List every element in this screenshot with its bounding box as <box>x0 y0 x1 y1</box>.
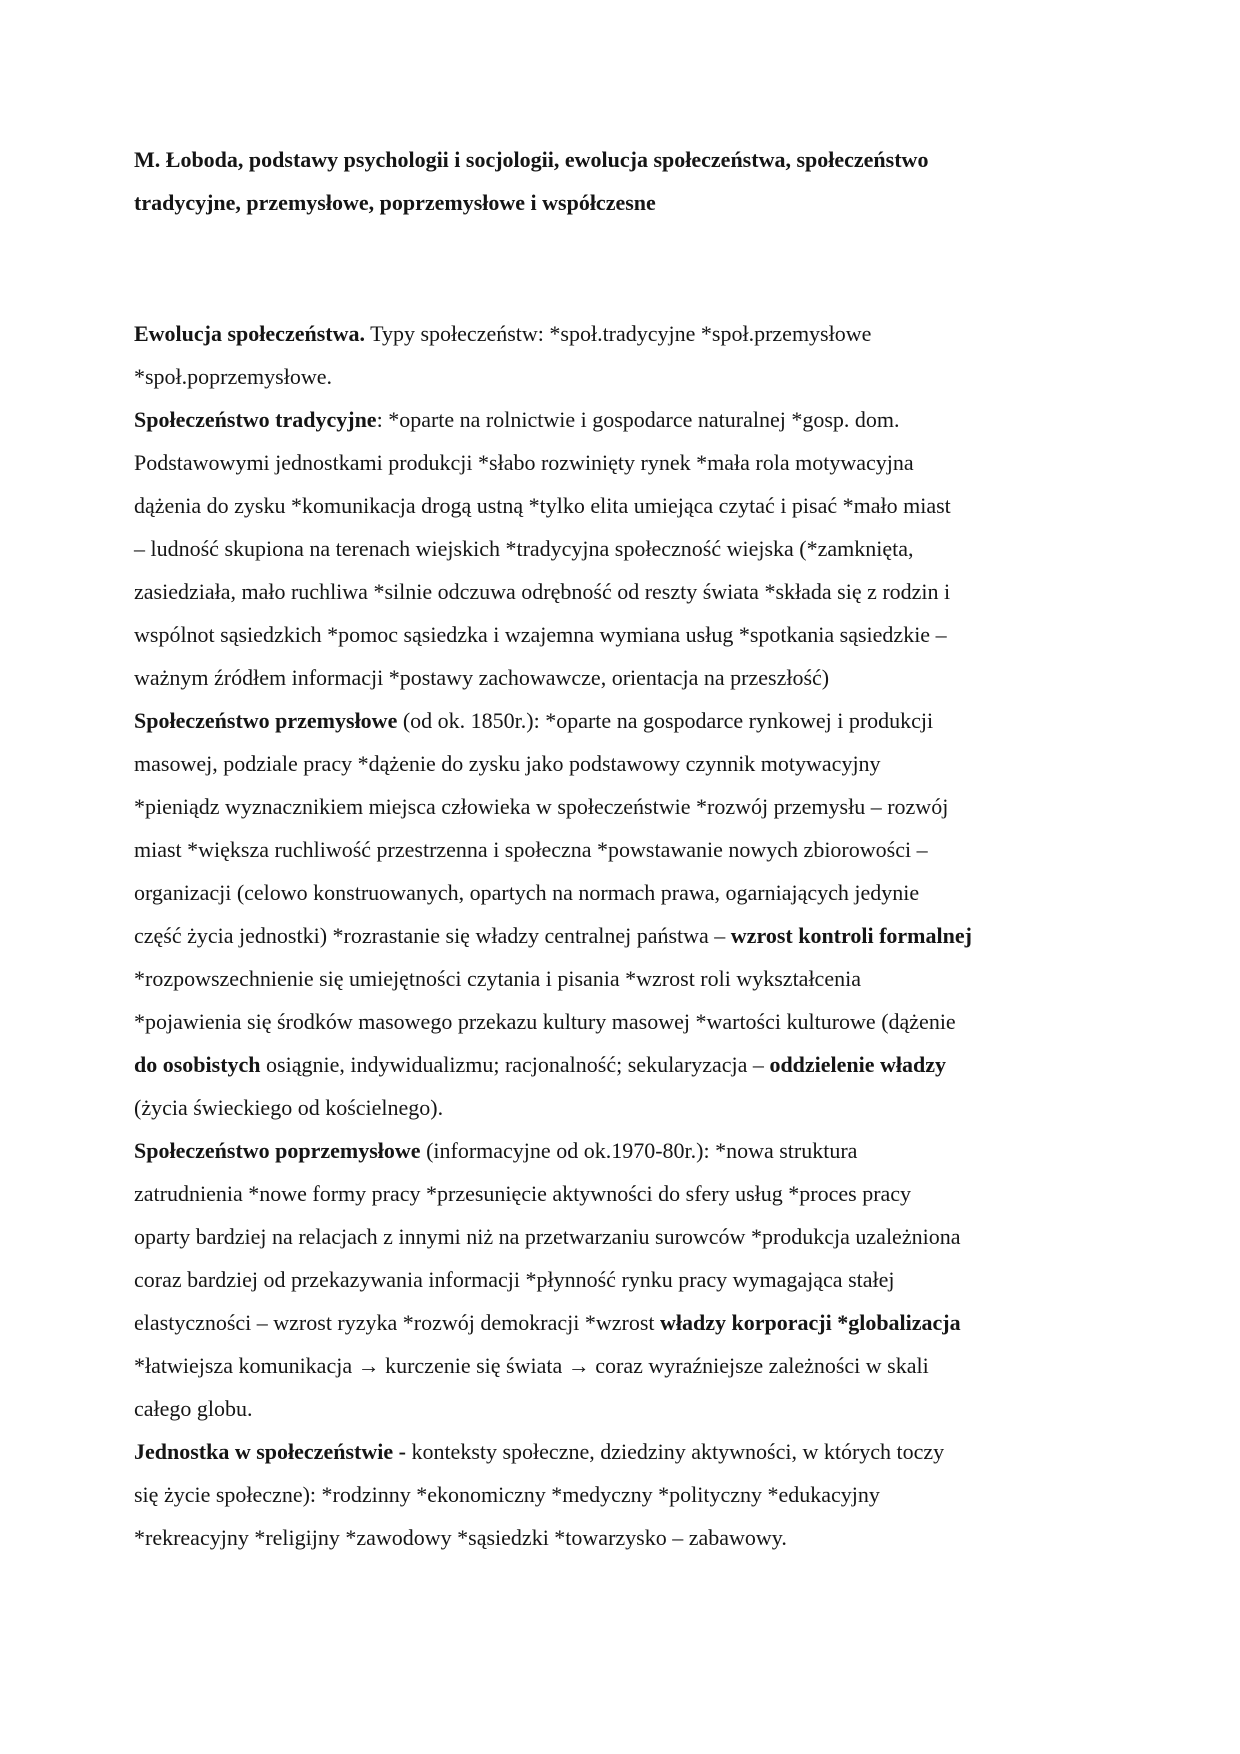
text-line <box>134 1516 1134 1559</box>
text-line <box>134 1430 1134 1473</box>
text-segment: ważnym źródłem informacji *postawy zachowawcze, orientacja na przeszłość) <box>134 665 830 690</box>
bold-text-segment: Społeczeństwo poprzemysłowe <box>134 1138 421 1163</box>
title-line: tradycyjne, przemysłowe, poprzemysłowe i współczesne <box>134 190 656 215</box>
text-segment: – ludność skupiona na terenach wiejskich *tradycyjna społeczność wiejska (*zamknięta, <box>134 536 914 561</box>
text-segment: część życia jednostki) *rozrastanie się władzy centralnej państwa – <box>134 923 731 948</box>
text-line <box>134 1129 1134 1172</box>
text-line <box>134 1473 1134 1516</box>
text-segment: Typy społeczeństw: *społ.tradycyjne *społ.przemysłowe <box>364 321 872 346</box>
text-segment: Podstawowymi jednostkami produkcji *słabo rozwinięty rynek *mała rola motywacyjna <box>134 450 914 475</box>
text-line <box>134 527 1134 570</box>
bold-text-segment: Ewolucja społeczeństwa. <box>134 321 365 346</box>
document-title <box>134 138 1134 224</box>
bold-text-segment: → <box>567 1353 590 1378</box>
text-line <box>134 1000 1134 1043</box>
text-segment: miast *większa ruchliwość przestrzenna i społeczna *powstawanie nowych zbiorowości – <box>134 837 928 862</box>
text-segment: (od ok. 1850r.): *oparte na gospodarce rynkowej i produkcji <box>397 708 934 733</box>
text-line <box>134 1344 1134 1387</box>
text-segment: osiągnie, indywidualizmu; racjonalność; sekularyzacja – <box>260 1052 770 1077</box>
text-segment: *społ.poprzemysłowe. <box>134 364 332 389</box>
bold-text-segment: do osobistych <box>134 1052 261 1077</box>
text-segment: oparty bardziej na relacjach z innymi niż na przetwarzaniu surowców *produkcja uzależniona <box>134 1224 961 1249</box>
bold-text-segment: wzrost kontroli formalnej <box>730 923 972 948</box>
text-line <box>134 570 1134 613</box>
document-body <box>134 312 1134 1559</box>
text-line <box>134 914 1134 957</box>
text-segment: kurczenie się świata <box>379 1353 568 1378</box>
text-segment: masowej, podziale pracy *dążenie do zysku jako podstawowy czynnik motywacyjny <box>134 751 881 776</box>
text-line <box>134 398 1134 441</box>
text-line <box>134 656 1134 699</box>
bold-text-segment: → <box>357 1353 380 1378</box>
text-segment: zasiedziała, mało ruchliwa *silnie odczuwa odrębność od reszty świata *składa się z rodzin i <box>134 579 951 604</box>
text-line <box>134 613 1134 656</box>
text-segment: *pieniądz wyznacznikiem miejsca człowieka w społeczeństwie *rozwój przemysłu – rozwój <box>134 794 949 819</box>
text-segment: organizacji (celowo konstruowanych, opartych na normach prawa, ogarniających jedynie <box>134 880 920 905</box>
text-segment: *rekreacyjny *religijny *zawodowy *sąsiedzki *towarzysko – zabawowy. <box>134 1525 787 1550</box>
text-segment: się życie społeczne): *rodzinny *ekonomiczny *medyczny *polityczny *edukacyjny <box>134 1482 880 1507</box>
text-line <box>134 957 1134 1000</box>
text-segment: całego globu. <box>134 1396 253 1421</box>
title-line: M. Łoboda, podstawy psychologii i socjologii, ewolucja społeczeństwa, społeczeństwo <box>134 147 929 172</box>
text-segment: *łatwiejsza komunikacja <box>134 1353 358 1378</box>
text-segment: *pojawienia się środków masowego przekazu kultury masowej *wartości kulturowe (dążenie <box>134 1009 956 1034</box>
text-line <box>134 871 1134 914</box>
text-line <box>134 484 1134 527</box>
document-content <box>134 138 1134 1559</box>
text-line <box>134 1387 1134 1430</box>
text-line <box>134 1043 1134 1086</box>
text-line <box>134 1258 1134 1301</box>
text-segment: wspólnot sąsiedzkich *pomoc sąsiedzka i wzajemna wymiana usług *spotkania sąsiedzkie – <box>134 622 947 647</box>
text-line <box>134 1301 1134 1344</box>
text-line <box>134 355 1134 398</box>
text-segment: (życia świeckiego od kościelnego). <box>134 1095 444 1120</box>
bold-text-segment: władzy korporacji *globalizacja <box>660 1310 961 1335</box>
text-line <box>134 312 1134 355</box>
text-line <box>134 785 1134 828</box>
text-line <box>134 742 1134 785</box>
text-segment: coraz wyraźniejsze zależności w skali <box>589 1353 929 1378</box>
text-segment: dążenia do zysku *komunikacja drogą ustną *tylko elita umiejąca czytać i pisać *mało miast <box>134 493 951 518</box>
text-line <box>134 441 1134 484</box>
text-segment: elastyczności – wzrost ryzyka *rozwój demokracji *wzrost <box>134 1310 660 1335</box>
bold-text-segment: Społeczeństwo przemysłowe <box>134 708 398 733</box>
text-line <box>134 1172 1134 1215</box>
bold-text-segment: Społeczeństwo tradycyjne <box>134 407 377 432</box>
text-segment: *rozpowszechnienie się umiejętności czytania i pisania *wzrost roli wykształcenia <box>134 966 861 991</box>
text-segment: zatrudnienia *nowe formy pracy *przesunięcie aktywności do sfery usług *proces pracy <box>134 1181 912 1206</box>
text-segment: (informacyjne od ok.1970-80r.): *nowa struktura <box>420 1138 858 1163</box>
text-line <box>134 699 1134 742</box>
text-line <box>134 1215 1134 1258</box>
text-line <box>134 1086 1134 1129</box>
bold-text-segment: Jednostka w społeczeństwie - <box>134 1439 406 1464</box>
text-line <box>134 828 1134 871</box>
text-segment: : *oparte na rolnictwie i gospodarce naturalnej *gosp. dom. <box>376 407 900 432</box>
bold-text-segment: oddzielenie władzy <box>769 1052 947 1077</box>
text-segment: coraz bardziej od przekazywania informacji *płynność rynku pracy wymagająca stałej <box>134 1267 895 1292</box>
text-segment: konteksty społeczne, dziedziny aktywności, w których toczy <box>405 1439 945 1464</box>
